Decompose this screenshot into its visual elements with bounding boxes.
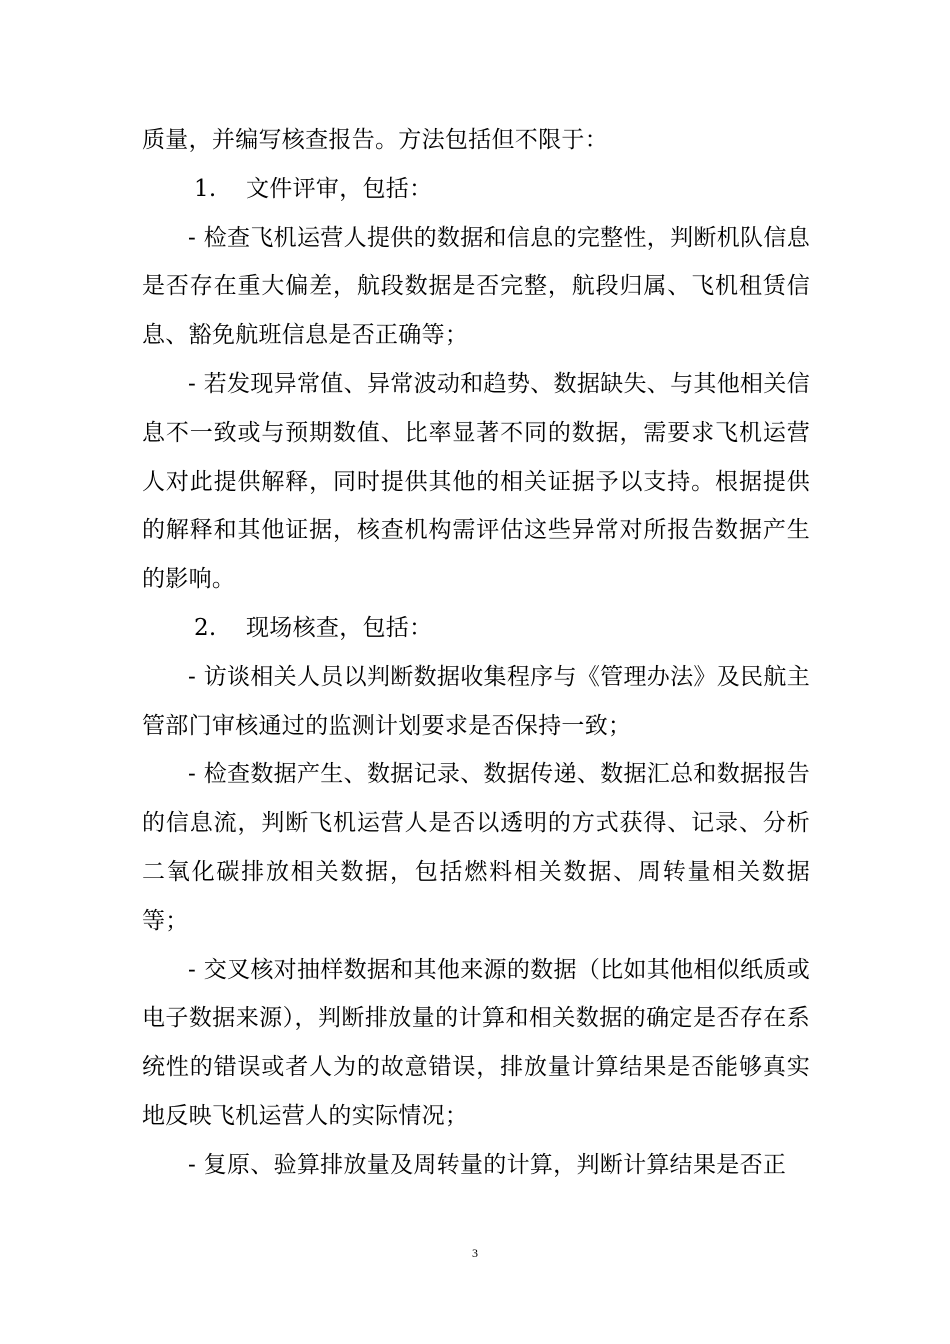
paragraph-bullet: - 检查飞机运营人提供的数据和信息的完整性，判断机队信息是否存在重大偏差，航段数据是否完整，航段归属、飞机租赁信息、豁免航班信息是否正确等； [142, 224, 810, 349]
body-text [142, 116, 810, 1190]
item-number: 2. [194, 614, 217, 641]
paragraph-bullet: - 若发现异常值、异常波动和趋势、数据缺失、与其他相关信息不一致或与预期数值、比率显著不同的数据，需要求飞机运营人对此提供解释，同时提供其他的相关证据予以支持。根据提供的解释和其他证据，核查机构需评估这些异常对所报告数据产生的影响。 [142, 370, 810, 593]
numbered-heading-document-review [142, 165, 810, 214]
page-number: 3 [472, 1246, 478, 1260]
numbered-heading-onsite-verification [142, 604, 810, 653]
paragraph-bullet: - 检查数据产生、数据记录、数据传递、数据汇总和数据报告的信息流，判断飞机运营人是否以透明的方式获得、记录、分析二氧化碳排放相关数据，包括燃料相关数据、周转量相关数据等； [142, 761, 810, 934]
paragraph-intro: 质量，并编写核查报告。方法包括但不限于： [142, 127, 608, 153]
paragraph-bullet: - 访谈相关人员以判断数据收集程序与《管理办法》及民航主管部门审核通过的监测计划要求是否保持一致； [142, 663, 810, 739]
paragraph-bullet: - 复原、验算排放量及周转量的计算，判断计算结果是否正 [188, 1151, 787, 1178]
item-number: 1. [194, 175, 217, 202]
paragraph-bullet: - 交叉核对抽样数据和其他来源的数据（比如其他相似纸质或电子数据来源），判断排放量的计算和相关数据的确定是否存在系统性的错误或者人为的故意错误，排放量计算结果是否能够真实地反映飞机运营人的实际情况； [142, 956, 810, 1129]
item-heading-text: 文件评审，包括： [246, 175, 433, 202]
item-heading-text: 现场核查，包括： [246, 614, 433, 641]
